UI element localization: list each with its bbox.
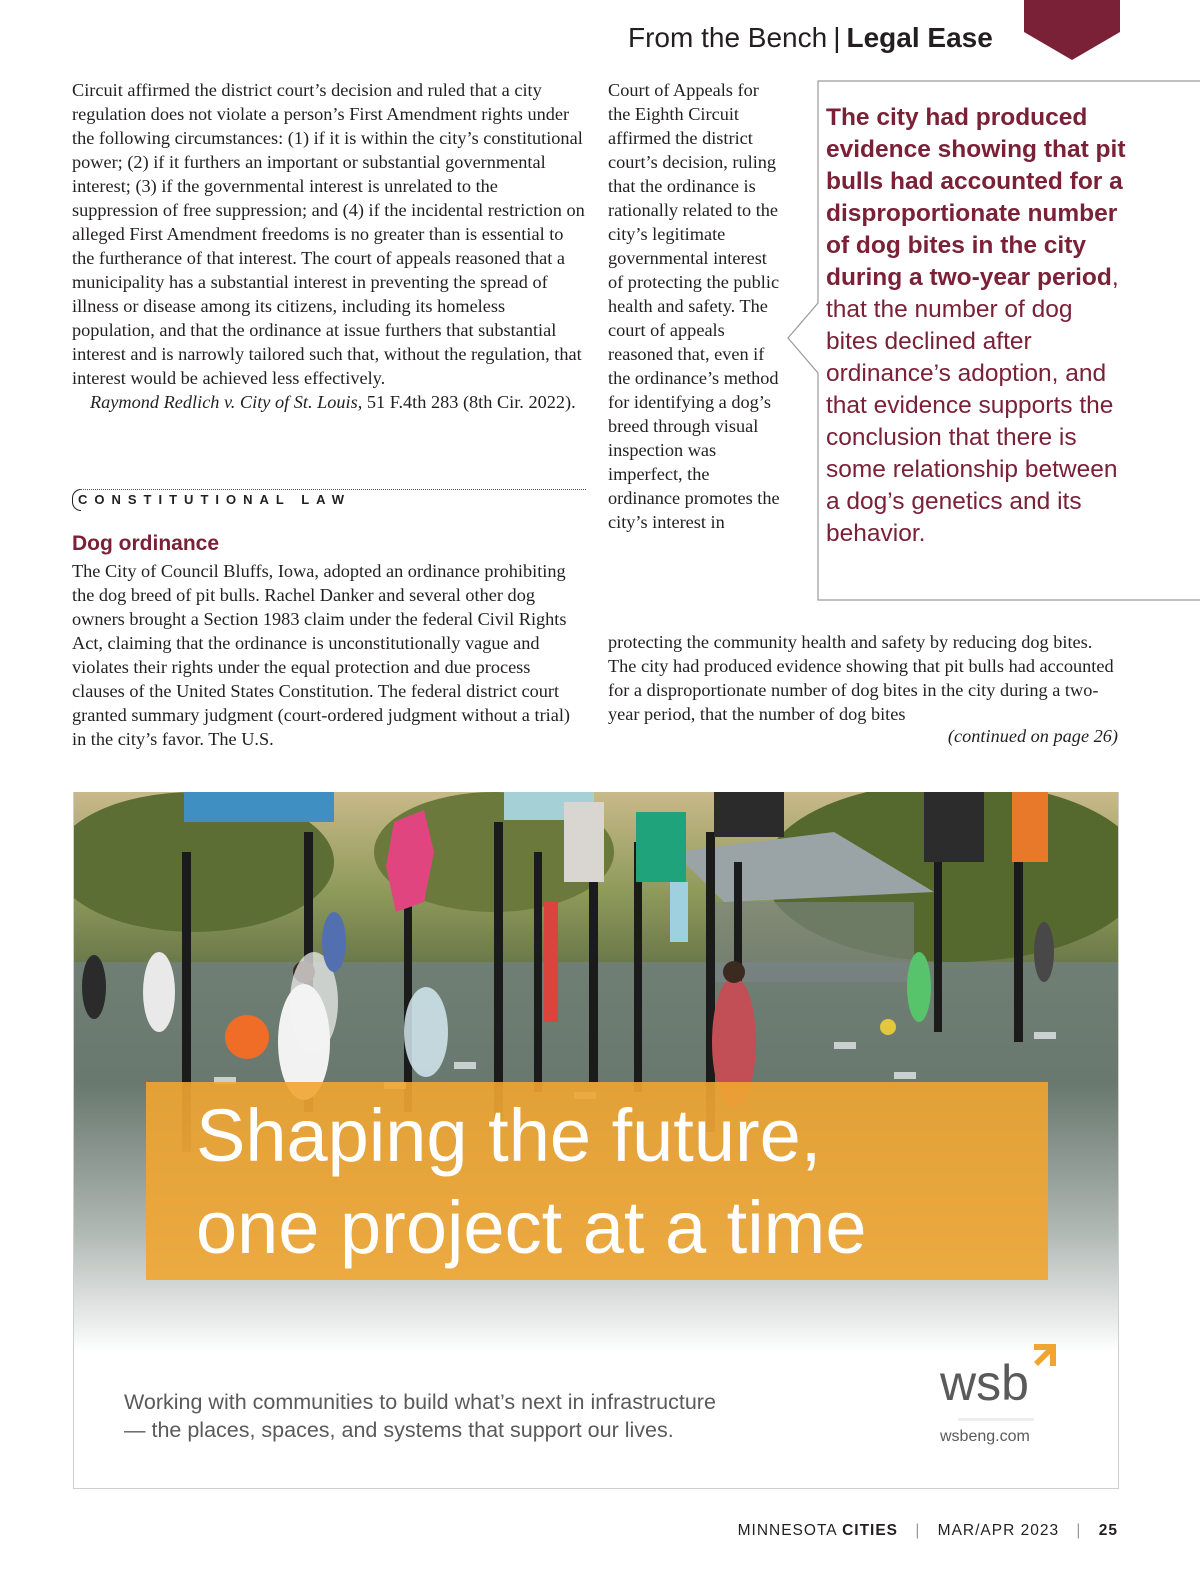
headline-banner (146, 1082, 1048, 1280)
wsb-logo[interactable] (938, 1340, 1058, 1410)
ad-headline (196, 1090, 866, 1274)
header-section: From the Bench (628, 22, 828, 53)
pull-quote (826, 102, 1126, 550)
citation-case-name: Raymond Redlich v. City of St. Louis (90, 392, 358, 412)
ad-body-line-1: Working with communities to build what’s next in infrastructure (124, 1390, 716, 1414)
wsb-logo-text: wsb (940, 1355, 1029, 1410)
article-wide-paragraph: protecting the community health and safety by reducing dog bites. The city had produced evidence showing that pit bulls had accounted for a disproportionate number of dog bites in the city during a two-year period, that the number of dog bites (608, 632, 1114, 724)
case-citation (72, 390, 586, 414)
article-column-2-wide (608, 630, 1120, 726)
section-label (72, 489, 586, 511)
logo-divider (958, 1418, 1034, 1421)
ad-headline-line-2: one project at a time (196, 1186, 867, 1269)
article-narrow-paragraph: Court of Appeals for the Eighth Circuit affirmed the district court’s decision, ruling that the ordinance is rationally related to the city’s legitimate governmental interest of protecting the public health and safety. The court of appeals reasoned that, even if the ordinance’s method for identifying a dog’s breed through visual inspection was imperfect, the ordinance promotes the city’s interest in (608, 80, 780, 532)
ad-body-line-2: — the places, spaces, and systems that support our lives. (124, 1418, 674, 1442)
section-label-rule (80, 489, 586, 490)
case-summary-paragraph: Circuit affirmed the district court’s decision and ruled that a city regulation does not violate a person’s First Amendment rights under the following circumstances: (1) if it is within the city’s constitutional power; (2) if it furthers an important or substantial governmental interest; (3) if the governmental interest is unrelated to the suppression of free suppression; and (4) if the incidental restriction on alleged First Amendment freedoms is no greater than is essential to the furtherance of that interest. The court of appeals reasoned that a municipality has a substantial interest in preventing the spread of illness or disease among its citizens, including its homeless population, and that the ordinance at issue furthers that substantial interest and is narrowly tailored such that, without the regulation, that interest would be achieved less effectively. (72, 80, 585, 388)
article-paragraph: The City of Council Bluffs, Iowa, adopted an ordinance prohibiting the dog breed of pit bulls. Rachel Danker and several other dog owners brought a Section 1983 claim under the federal Civil Rights Act, claiming that the ordinance is unconstitutionally vague and violates their rights under the equal protection and due process clauses of the United States Constitution. The federal district court granted summary judgment (court-ordered judgment without a trial) in the city’s favor. The U.S. (72, 561, 571, 749)
pull-quote-bold: The city had produced evidence showing that pit bulls had accounted for a disproportionate number of dog bites in the city during a two-year period (826, 104, 1126, 291)
article-heading: Dog ordinance (72, 532, 220, 555)
footer-divider: | (915, 1522, 921, 1539)
wsb-advertisement[interactable] (73, 792, 1119, 1489)
section-label-text: CONSTITUTIONAL LAW (78, 492, 352, 507)
header-column-name: Legal Ease (846, 22, 993, 53)
page-number: 25 (1098, 1522, 1118, 1539)
article-column-1 (72, 559, 586, 751)
citation-reference: , 51 F.4th 283 (8th Cir. 2022). (357, 392, 576, 412)
pull-quote-regular: , that the number of dog bites declined after ordinance’s adoption, and that evidence supports the conclusion that there is some relationship between a dog’s genetics and its behavior. (826, 264, 1119, 547)
footer-divider: | (1076, 1522, 1082, 1539)
ad-body-text (124, 1388, 716, 1444)
footer-publication-2: CITIES (842, 1522, 899, 1539)
column-1 (72, 78, 586, 414)
footer-issue: MAR/APR 2023 (937, 1522, 1060, 1539)
continued-note: (continued on page 26) (947, 726, 1118, 746)
page-footer (738, 1522, 1118, 1540)
footer-publication-1: MINNESOTA (737, 1522, 837, 1539)
running-header (628, 22, 993, 54)
article-column-2-narrow (608, 78, 784, 534)
ad-headline-line-1: Shaping the future, (196, 1094, 822, 1177)
header-separator: | (833, 22, 841, 53)
section-tab-icon (1024, 0, 1120, 60)
ad-url-link[interactable]: wsbeng.com (940, 1428, 1030, 1445)
